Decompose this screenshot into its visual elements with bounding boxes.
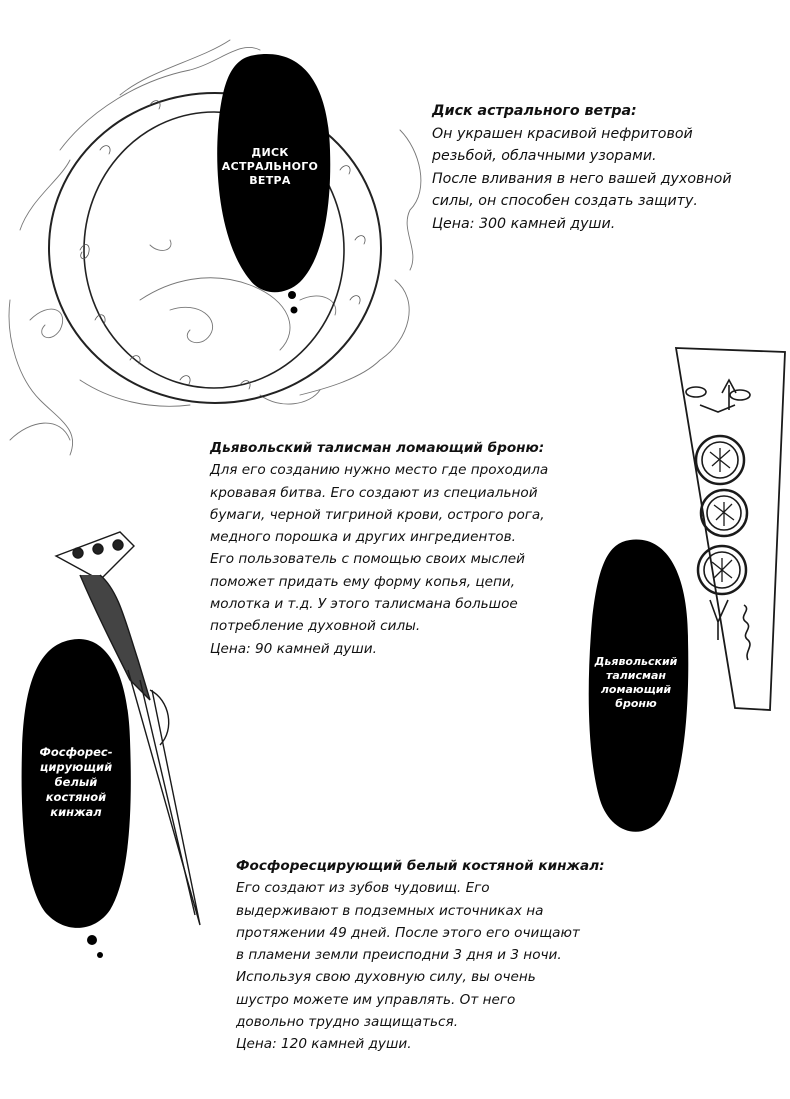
talisman-label-line: талисман [605, 669, 667, 682]
dagger-description [236, 855, 605, 1056]
talisman-title: Дьявольский талисман ломающий броню: [210, 440, 545, 456]
dagger-label [26, 745, 126, 820]
dagger-label-line: костяной [45, 790, 107, 804]
talisman-label-line: ломающий [600, 683, 672, 696]
talisman-desc-line: медного порошка и других ингредиентов. [210, 529, 516, 546]
disc-description [432, 100, 732, 236]
disc-price: Цена: 300 камней души. [432, 215, 616, 232]
talisman-description [210, 437, 548, 660]
talisman-desc-line: кровавая битва. Его создают из специальной [210, 484, 538, 501]
talisman-desc-line: Для его созданию нужно место где проходила [210, 462, 549, 479]
dagger-desc-line: Используя свою духовную силу, вы очень [236, 969, 536, 986]
dagger-desc-line: Его создают из зубов чудовищ. Его [236, 880, 490, 897]
dagger-desc-line: шустро можете им управлять. От него [236, 991, 516, 1008]
dagger-label-line: цирующий [39, 760, 113, 774]
dagger-label-line: Фосфорес- [39, 745, 113, 759]
talisman-label-line: Дьявольский [594, 655, 678, 668]
talisman-desc-line: молотка и т.д. У этого талисмана большое [210, 596, 518, 613]
talisman-desc-line: потребление духовной силы. [210, 618, 421, 635]
disc-label-line: АСТРАЛЬНОГО [221, 160, 319, 173]
dagger-desc-line: в пламени земли преисподни 3 дня и 3 ночи. [236, 947, 562, 964]
dagger-desc-line: протяжении 49 дней. После этого его очищают [236, 924, 580, 941]
astral-wind-disc-illustration [9, 40, 421, 455]
disc-label-line: ДИСК [251, 146, 289, 159]
dagger-title: Фосфоресцирующий белый костяной кинжал: [236, 858, 605, 874]
dagger-desc-line: выдерживают в подземных источниках на [236, 902, 544, 919]
talisman-desc-line: бумаги, черной тигриной крови, острого рога, [210, 506, 545, 523]
talisman-label [586, 655, 686, 711]
disc-desc-line: силы, он способен создать защиту. [432, 193, 698, 210]
disc-label-line: ВЕТРА [249, 174, 291, 187]
talisman-label-line: броню [615, 697, 657, 710]
dagger-desc-line: довольно трудно защищаться. [236, 1014, 459, 1031]
talisman-price: Цена: 90 камней души. [210, 640, 377, 657]
disc-desc-line: После вливания в него вашей духовной [432, 170, 732, 187]
talisman-illustration [676, 348, 785, 710]
disc-title: Диск астрального ветра: [432, 103, 637, 119]
talisman-desc-line: Его пользователь с помощью своих мыслей [210, 551, 525, 568]
dagger-price: Цена: 120 камней души. [236, 1036, 412, 1053]
talisman-desc-line: поможет придать ему форму копья, цепи, [210, 573, 516, 590]
dagger-label-line: белый [54, 775, 98, 789]
disc-desc-line: резьбой, облачными узорами. [432, 148, 657, 165]
dagger-label-line: кинжал [50, 805, 102, 819]
disc-desc-line: Он украшен красивой нефритовой [432, 125, 693, 142]
disc-label [220, 146, 320, 188]
